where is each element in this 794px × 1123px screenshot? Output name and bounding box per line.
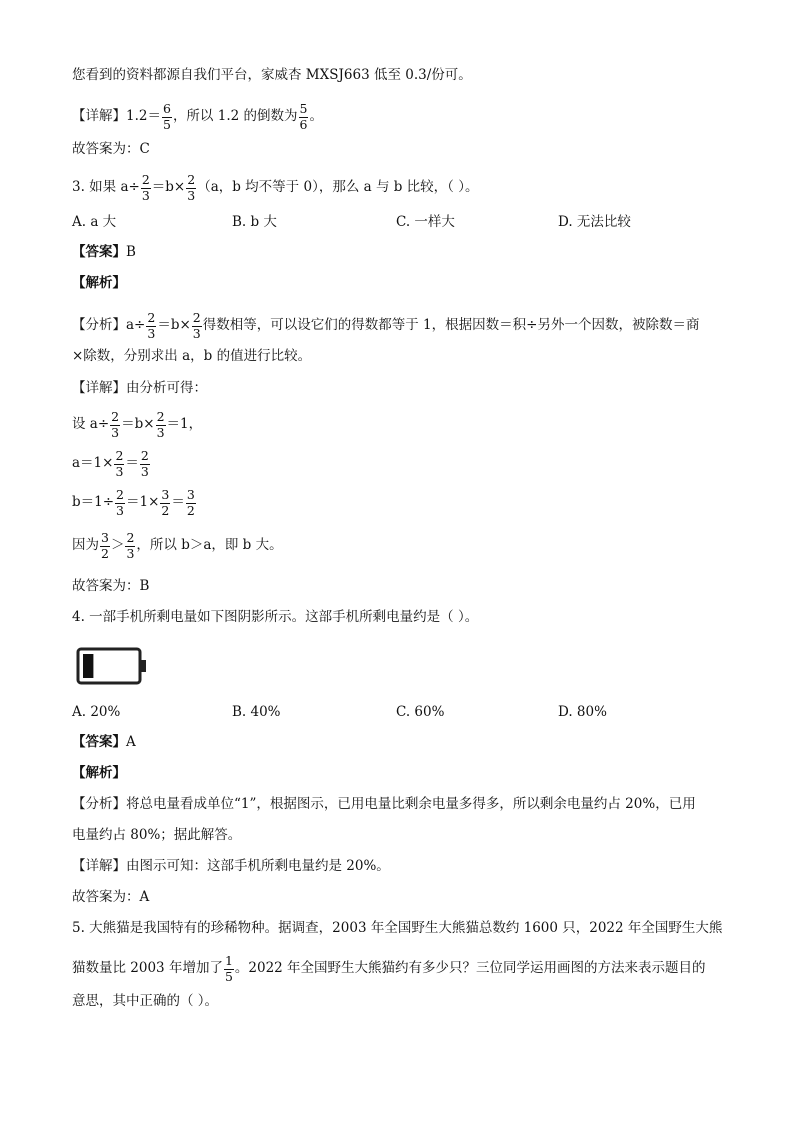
fraction: $\frac{3}{2}$: [186, 487, 195, 518]
q3-step3: b＝1÷ $\frac{2}{3}$ ＝1× $\frac{3}{2}$ ＝ $\frac{3}{2}$: [72, 487, 195, 518]
fraction: $\frac{2}{3}$: [111, 409, 120, 440]
fenxi-tag: 【分析】: [72, 317, 126, 334]
battery-icon: [76, 647, 148, 691]
q5-line3: 意思，其中正确的（ ）。: [72, 993, 219, 1009]
fraction: $\frac{2}{3}$: [187, 172, 196, 203]
q3-answer: 【答案】 B: [72, 244, 136, 260]
q3-fenxi-line2: ×除数，分别求出 a，b 的值进行比较。: [72, 348, 312, 364]
q2-detail-line: 【详解】 1.2＝ $\frac{6}{5}$ ，所以 1.2 的倒数为 $\frac{5}{6}$ 。: [72, 101, 323, 132]
option-c[interactable]: C. 60%: [396, 704, 445, 721]
fraction: $\frac{2}{3}$: [115, 448, 124, 479]
fraction: $\frac{2}{3}$: [116, 487, 124, 518]
fenxi-tag: 【分析】: [72, 796, 126, 812]
q3-detail-intro: 【详解】 由分析可得：: [72, 380, 207, 396]
q3-step4: 因为 $\frac{3}{2}$ ＞ $\frac{2}{3}$ ，所以 b＞a，即 b 大。: [72, 530, 283, 561]
answer-tag: 【答案】: [72, 734, 126, 750]
option-a[interactable]: A. a 大: [72, 214, 117, 231]
fraction: $\frac{3}{2}$: [101, 530, 109, 561]
q4-answer-line: 故答案为：A: [72, 889, 150, 905]
q3-analysis-tag: 【解析】: [72, 275, 126, 291]
q4-detail: 【详解】 由图示可知：这部手机所剩电量约是 20%。: [72, 858, 390, 874]
q4-analysis-tag: 【解析】: [72, 765, 126, 781]
q5-line2: 猫数量比 2003 年增加了 $\frac{1}{5}$ 。2022 年全国野生大熊猫约有多少只？三位同学运用画图的方法来表示题目的: [72, 953, 706, 984]
fraction: $\frac{1}{5}$: [224, 953, 233, 984]
q3-options: [72, 215, 722, 231]
q4-stem: 4. 一部手机所剩电量如下图阴影所示。这部手机所剩电量约是（ ）。: [72, 609, 479, 625]
q4-fenxi-line1: 【分析】 将总电量看成单位“1”，根据图示，已用电量比剩余电量多得多，所以剩余电量约占 20%，已用: [72, 796, 696, 812]
header-note: 您看到的资料都源自我们平台，家威杏 MXSJ663 低至 0.3/份可。: [72, 67, 472, 83]
fraction: $\frac{3}{2}$: [161, 487, 170, 518]
battery-level: [83, 654, 93, 678]
answer-tag: 【答案】: [72, 244, 126, 260]
fraction: $\frac{2}{3}$: [140, 448, 149, 479]
option-b[interactable]: B. 40%: [232, 704, 281, 721]
q5-line1: 5. 大熊猫是我国特有的珍稀物种。据调查，2003 年全国野生大熊猫总数约 1600 只，2022 年全国野生大熊: [72, 920, 723, 936]
q4-fenxi-line2: 电量约占 80%；据此解答。: [72, 827, 242, 843]
q3-step1: 设 a÷ $\frac{2}{3}$ ＝b× $\frac{2}{3}$ ＝1，: [72, 409, 203, 440]
q3-fenxi-line1: 【分析】 a÷ $\frac{2}{3}$ ＝b× $\frac{2}{3}$ 得数相等，可以设它们的得数都等于 1，根据因数＝积÷另外一个因数，被除数＝商: [72, 310, 700, 341]
fraction: $\frac{2}{3}$: [156, 409, 165, 440]
detail-tag: 【详解】: [72, 380, 126, 396]
q3-answer-line: 故答案为：B: [72, 578, 150, 594]
option-c[interactable]: C. 一样大: [396, 214, 455, 231]
option-a[interactable]: A. 20%: [72, 704, 121, 721]
fraction: $\frac{6}{5}$: [162, 101, 171, 132]
battery-graphic: [76, 647, 148, 687]
q3-step2: a＝1× $\frac{2}{3}$ ＝ $\frac{2}{3}$: [72, 448, 149, 479]
fraction: $\frac{2}{3}$: [192, 310, 201, 341]
option-d[interactable]: D. 无法比较: [558, 214, 631, 231]
q4-answer: 【答案】 A: [72, 734, 136, 750]
option-d[interactable]: D. 80%: [558, 704, 607, 721]
fraction: $\frac{5}{6}$: [299, 101, 308, 132]
fraction: $\frac{2}{3}$: [147, 310, 156, 341]
q2-answer-line: 故答案为：C: [72, 141, 150, 157]
battery-terminal: [141, 660, 146, 672]
detail-tag: 【详解】: [72, 858, 126, 874]
detail-tag: 【详解】: [72, 108, 126, 125]
fraction: $\frac{2}{3}$: [126, 530, 135, 561]
option-b[interactable]: B. b 大: [232, 214, 277, 231]
q3-stem: 3. 如果 a÷ $\frac{2}{3}$ ＝b× $\frac{2}{3}$ （a，b 均不等于 0），那么 a 与 b 比较，（ ）。: [72, 172, 479, 203]
q4-options: [72, 705, 722, 721]
fraction: $\frac{2}{3}$: [141, 172, 150, 203]
